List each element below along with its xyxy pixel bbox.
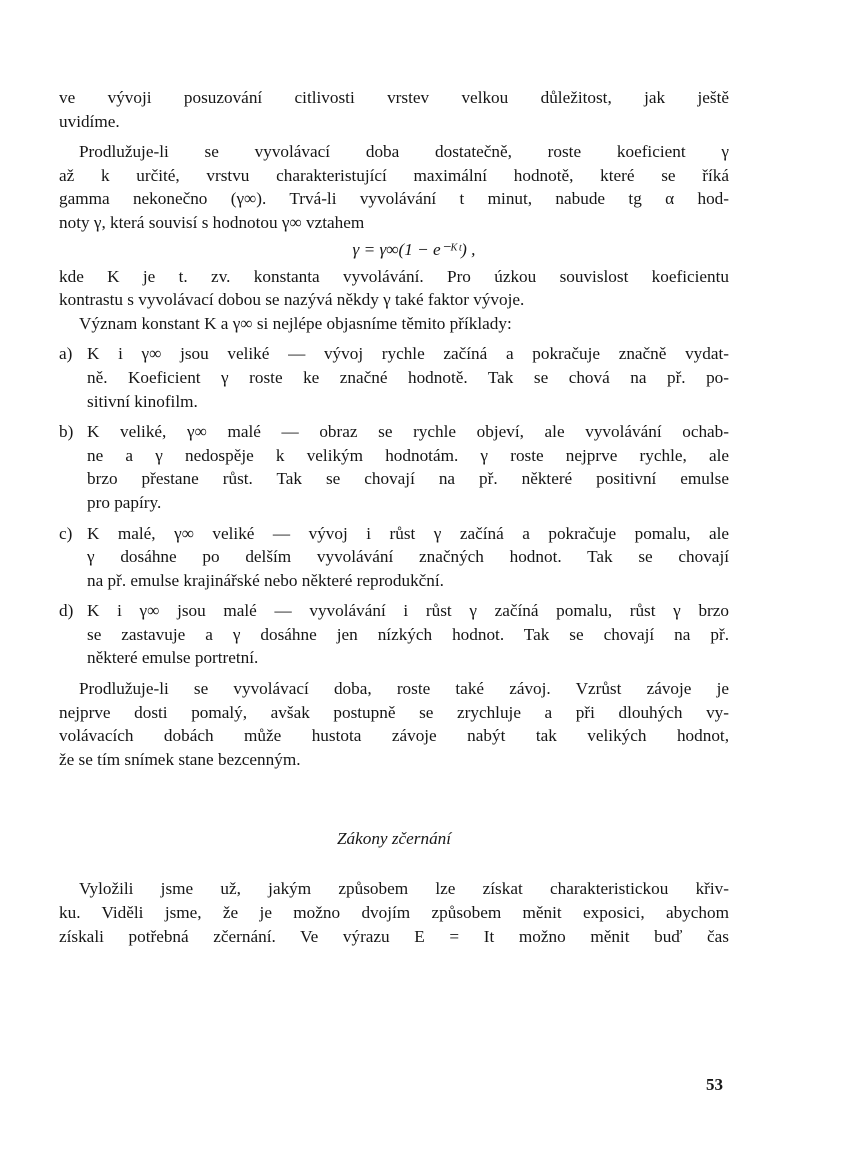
- section-heading: Zákony zčernání: [336, 829, 452, 849]
- text-line: kde K je t. zv. konstanta vyvolávání. Pro úzkou souvislost koeficientu: [59, 266, 729, 286]
- text-line: že se tím snímek stane bezcenným.: [59, 749, 301, 769]
- text-line: brzo přestane růst. Tak se chovají na př. některé positivní emulse: [87, 469, 729, 489]
- example-d: [59, 599, 729, 670]
- text-line: uvidíme.: [59, 111, 120, 131]
- text-line: noty γ, která souvisí s hodnotou γ∞ vztahem: [59, 212, 365, 232]
- example-label: a): [59, 344, 73, 364]
- paragraph-blackening-laws: [59, 877, 729, 948]
- text-line: kontrastu s vyvolávací dobou se nazývá někdy γ také faktor vývoje.: [59, 290, 525, 310]
- paragraph-fog: [59, 677, 729, 771]
- text-line: ně. Koeficient γ roste ke značné hodnotě. Tak se chová na př. po-: [87, 367, 729, 387]
- paragraph-development-constant: [59, 265, 729, 312]
- text-line: se zastavuje a γ dosáhne jen nízkých hodnot. Tak se chovají na př.: [87, 624, 729, 644]
- text-line: volávacích dobách může hustota závoje nabýt tak velikých hodnot,: [59, 726, 729, 746]
- text-line: ve vývoji posuzování citlivosti vrstev velkou důležitost, jak ještě: [59, 88, 729, 107]
- text-line: gamma nekonečno (γ∞). Trvá-li vyvolávání t minut, nabude tg α hod-: [59, 189, 729, 209]
- text-line: získali potřebná zčernání. Ve výrazu E = It možno měnit buď čas: [59, 926, 729, 946]
- paragraph-gamma-infinity: [59, 140, 729, 234]
- text-line: c) K malé, γ∞ veliké — vývoj i růst γ začíná a pokračuje pomalu, ale: [59, 522, 729, 546]
- text-line: pro papíry.: [87, 492, 162, 512]
- paragraph-continuation: [59, 86, 729, 133]
- text-line: ku. Viděli jsme, že je možno dvojím způsobem měnit exposici, abychom: [59, 903, 729, 923]
- example-label: d): [59, 601, 74, 621]
- text-line: až k určité, vrstvu charakteristující maximální hodnotě, které se říká: [59, 165, 729, 185]
- text-line: Vyložili jsme už, jakým způsobem lze získat charakteristickou křiv-: [79, 879, 729, 899]
- book-page: [59, 86, 729, 948]
- text-line: a) K i γ∞ jsou veliké — vývoj rychle začíná a pokračuje značně vydat-: [59, 342, 729, 366]
- page-number: 53: [706, 1075, 723, 1094]
- text-line: Prodlužuje-li se vyvolávací doba dostatečně, roste koeficient γ: [79, 142, 729, 162]
- example-label: c): [59, 523, 73, 543]
- text-line: Prodlužuje-li se vyvolávací doba, roste také závoj. Vzrůst závoje je: [79, 679, 729, 699]
- text-line: b) K veliké, γ∞ malé — obraz se rychle objeví, ale vyvolávání ochab-: [59, 420, 729, 444]
- example-a: [59, 342, 729, 413]
- text-line: nejprve dosti pomalý, avšak postupně se zrychluje a při dlouhých vy-: [59, 702, 729, 722]
- text-line: sitivní kinofilm.: [87, 391, 198, 411]
- example-b: [59, 420, 729, 514]
- gamma-formula: γ = γ∞(1 − e⁻ᴷᵗ) ,: [352, 239, 476, 259]
- text-line: na př. emulse krajinářské nebo některé reprodukční.: [87, 570, 444, 590]
- text-line: γ dosáhne po delším vyvolávání značných hodnot. Tak se chovají: [87, 547, 729, 567]
- text-line: d) K i γ∞ jsou malé — vyvolávání i růst γ začíná pomalu, růst γ brzo: [59, 599, 729, 623]
- example-c: [59, 522, 729, 593]
- example-label: b): [59, 422, 74, 442]
- text-line: některé emulse portretní.: [87, 648, 259, 668]
- text-line: ne a γ nedospěje k velikým hodnotám. γ roste nejprve rychle, ale: [87, 445, 729, 465]
- paragraph-examples-intro: Význam konstant K a γ∞ si nejlépe objasníme těmito příklady:: [79, 313, 512, 333]
